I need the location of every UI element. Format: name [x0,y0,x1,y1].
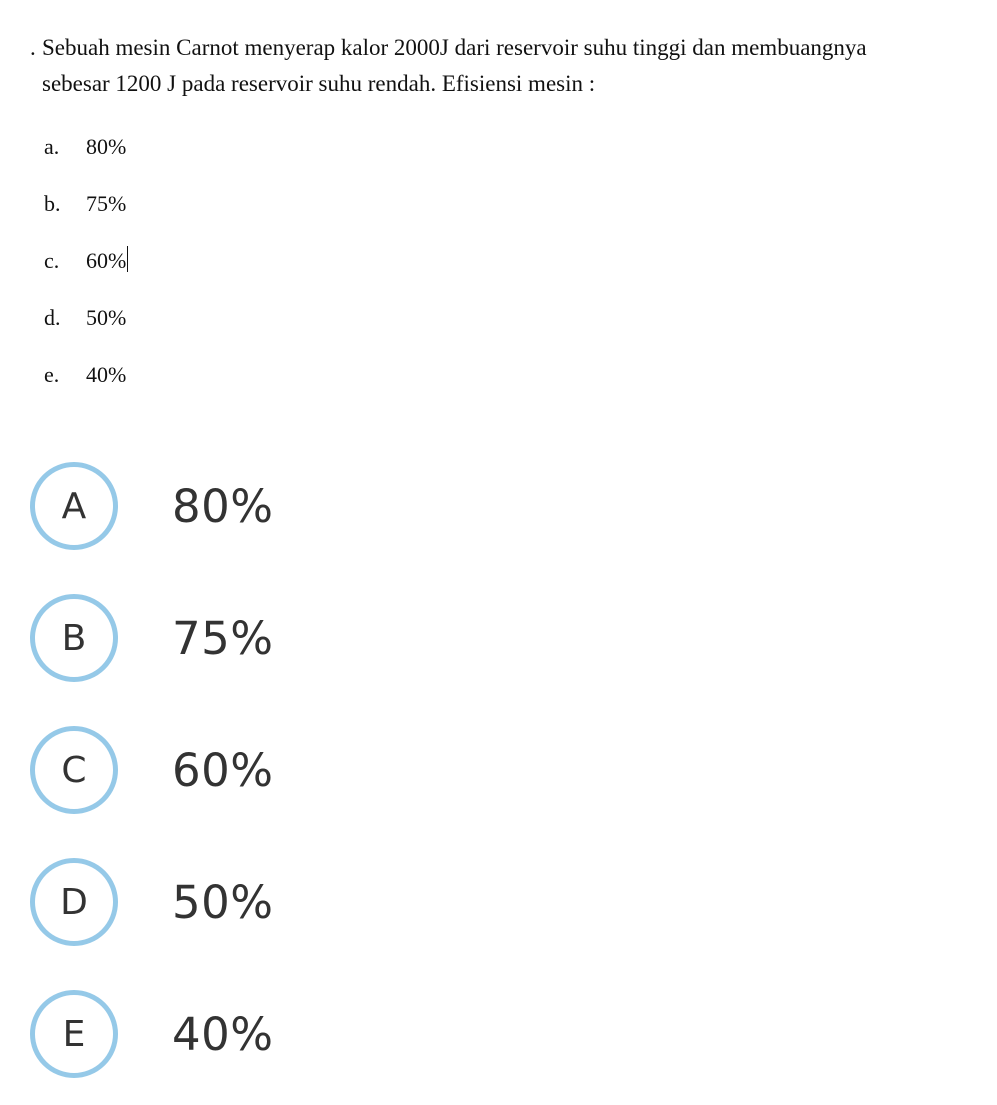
choice-letter-circle[interactable]: A [30,462,118,550]
question-text [30,30,980,102]
printed-option-c [44,232,128,289]
printed-option-letter: b. [44,190,61,216]
printed-option-text: 75% [86,190,127,216]
choice-letter-circle[interactable]: C [30,726,118,814]
choice-d[interactable] [30,854,274,950]
printed-option-text: 50% [86,304,127,330]
choice-value[interactable]: 60% [172,743,274,797]
printed-option-letter: a. [44,133,60,159]
printed-option-letter: c. [44,247,60,273]
choice-a[interactable] [30,458,274,554]
question-number: . [30,35,36,60]
printed-option-text: 60% [86,247,127,273]
choice-value[interactable]: 75% [172,611,274,665]
printed-option-text: 40% [86,361,127,387]
question-line-1-text: Sebuah mesin Carnot menyerap kalor 2000J dari reservoir suhu tinggi dan membuangnya [42,35,867,60]
choice-b[interactable] [30,590,274,686]
choice-letter-circle[interactable]: B [30,594,118,682]
printed-option-a [44,118,128,175]
choice-c[interactable] [30,722,274,818]
choice-e[interactable] [30,986,274,1082]
printed-options-list [44,118,128,403]
choice-value[interactable]: 50% [172,875,274,929]
printed-option-e [44,346,128,403]
printed-option-letter: e. [44,361,60,387]
printed-option-d [44,289,128,346]
printed-option-letter: d. [44,304,61,330]
choice-letter-circle[interactable]: D [30,858,118,946]
choice-value[interactable]: 80% [172,479,274,533]
question-line-1 [30,30,980,66]
question-line-2: sebesar 1200 J pada reservoir suhu rendah. Efisiensi mesin : [42,71,596,96]
printed-option-b [44,175,128,232]
text-cursor [127,246,128,272]
choice-value[interactable]: 40% [172,1007,274,1061]
choice-letter-circle[interactable]: E [30,990,118,1078]
printed-option-text: 80% [86,133,127,159]
